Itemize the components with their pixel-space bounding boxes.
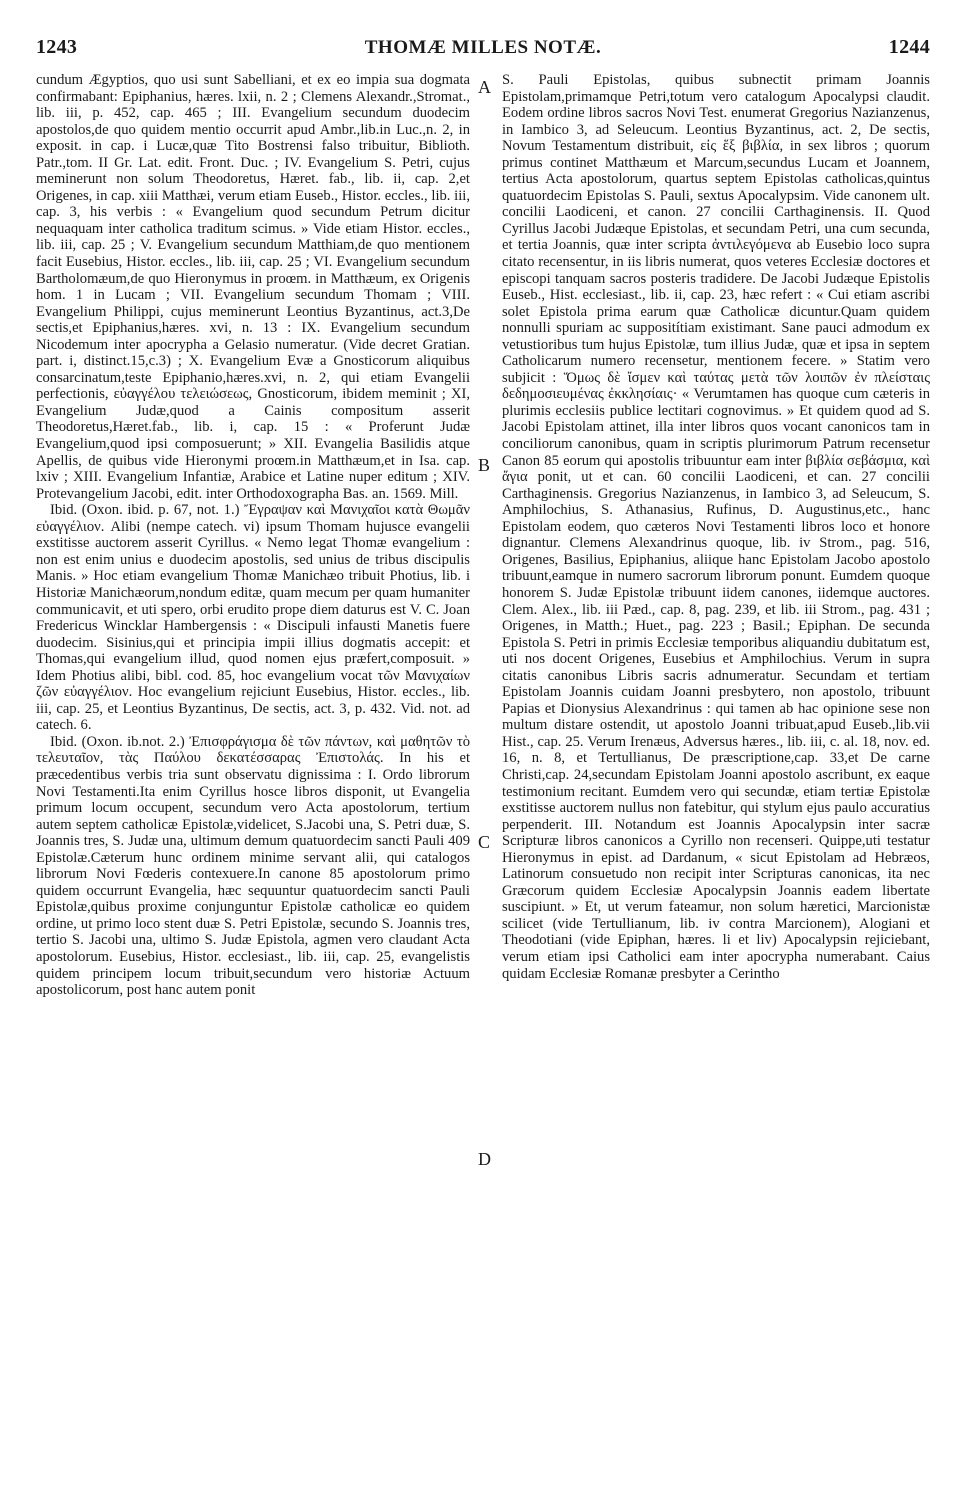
margin-marker-d: D: [478, 1149, 491, 1169]
paragraph: Ibid. (Oxon. ib.not. 2.) Ἐπισφράγισμα δὲ τῶν πάντων, καὶ μαθητῶν τὸ τελευταῖον, τὰς Παύλου δεκατέσσαρας Ἐπιστολάς. In his et præcedentibus verbis tria sunt observatu dignissima : I. Ordo librorum Novi Testamenti.Ita enim Cyrillus hosce libros disponit, ut Evangelia primum locum occupent, secundum vero Acta apostolorum, tertium autem septem catholicæ Epistolæ,videlicet, S.Jacobi una, S. Petri duæ, S. Joannis tres, S. Judæ una, ultimum demum quatuordecim sancti Pauli 409 Epistolæ.Cæterum hunc ordinem minime servant alii, qui catalogos librorum Novi Fœderis contexuere.In canone 85 apostolorum primo quidem occurrunt Evangelia, hæc sequuntur quatuordecim sancti Pauli Epistolæ,quibus proxime conjunguntur Epistolæ catholicæ eo quidem ordine, ut primo loco stent duæ S. Petri Epistolæ, secundo S. Joannis tres, tertio S. Jacobi una, ultimo S. Judæ Epistola, agmen vero claudant Acta apostolorum. Eusebius, Histor. ecclesiast., lib. iii, cap. 25, evangelistis quidem principem locum tribuit,secundum vero historiæ Actuum apostolicorum, post hanc autem ponit: [36, 733, 470, 999]
page-number-left: 1243: [36, 36, 78, 58]
paragraph: S. Pauli Epistolas, quibus subnectit primam Joannis Epistolam,primamque Petri,totum vero catalogum Apocalypsi claudit. Eodem ordine libros sacros Novi Test. enumerat Gregorius Nazianzenus, in Iambico 3, ad Seleucum. Leontius Byzantinus, act. 2, De sectis, Novum Testamentum distribuit, εἰς ἕξ βιβλία, in sex libros ; quorum primus continet Matthæum et Marcum,secundus Lucam et Joannem, tertius Acta apostolorum, quartus septem Epistolas catholicas,quintus quatuordecim Epistolas S. Pauli, sextus Apocalypsim. Vide canonem ult. concilii Laodiceni, et canon. 27 concilii Carthaginensis. II. Quod Cyrillus Jacobi Judæque Epistolas, et secundam Petri, una cum secunda, et tertia Joannis, quæ inter scripta ἀντιλεγόμενα ab Eusebio loco supra citato recensentur, in iis libris numerat, quos veteres Ecclesiæ doctores et episcopi tanquam sacros posteris tradidere. De Jacobi Judæque Epistolis Euseb., Hist. ecclesiast., lib. ii, cap. 23, hæc refert : « Cui etiam ascribi solet Epistola prima earum quæ Catholicæ dicuntur.Quam quidem nonnulli spuriam ac suppositítiam existimant. Sane pauci admodum ex vetustioribus tum hujus Epistolæ, tum illius Judæ, quæ et ipsa in septem Catholicarum numero recensetur, mentionem fecere. » Statim vero subjicit : Ὅμως δὲ ἴσμεν καὶ ταύτας μετὰ τῶν λοιπῶν ἐν πλείσταις δεδημοσιευμένας ἐκκλησίαις· « Verumtamen has quoque cum cæteris in plurimis ecclesiis publice lectitari cognovimus. » Et quidem quod ad S. Jacobi Epistolam attinet, illa inter libros quos vocant canonicos tam in conciliorum canonibus, quam in scriptis plurimorum Patrum recensetur Canon 85 eorum qui apostolis tribuuntur eam inter βιβλία σεβάσμια, καὶ ἅγια ponit, ut et can. 60 concilii Laodiceni, et can. 27 concilii Carthaginensis. Gregorius Nazianzenus, in Iambico 3, ad Seleucum, S. Amphilochius, S. Athanasius, Rufinus, D. Augustinus,etc., hanc Epistolam eodem, quo cæteros Novi Testamenti libros loco et honore dignantur. Clemens Alexandrinus quoque, lib. iv Strom., pag. 516, Origenes, Basilius, Epiphanius, aliique hanc Epistolam Jacobo apostolo tribuunt,eamque in numero sacrorum librorum ponunt. Eumdem quoque honorem S. Judæ Epistolæ tribuunt iidem canones, iidemque auctores. Clem. Alex., lib. iii Pæd., cap. 8, pag. 239, et lib. iii Strom., pag. 431 ; Origenes, in Matth.; Huet., pag. 223 ; Basil.; Epiphan. De secunda Epistola S. Petri in primis Ecclesiæ temporibus aliquandiu dubitatum est, uti nos docent Origenes, Eusebius et Amphilochius. Verum in supra citatis canonibus Libris sacris adnumeratur. Secundam et tertiam Epistolam Joannis cuidam Joanni presbytero, non apostolo, tribuunt Papias et Dionysius Alexandrinus : qui tamen ab hac opinione sese non multum distare ostendit, ut apostolo Joanni tribuat,apud Euseb.,lib.vii Hist., cap. 25. Verum Irenæus, Adversus hæres., lib. iii, c. al. 18, nov. ed. 16, n. 8, et Tertullianus, De præscriptione,cap. 33,et De carne Christi,cap. 24,secundam Epistolam Joanni apostolo ascribunt, ex eaque testimonium recitant. Eumdem vero qui secundæ, etiam tertiæ Epistolæ exstitisse auctorem nullus non fatebitur, qui stylum ejus paulo accuratius perpenderit. III. Notandum est Joannis Apocalypsin inter sacræ Scripturæ libros canonicos a Cyrillo non recenseri. Quippe,uti testatur Hieronymus in epist. ad Dardanum, « sicut Epistolam ad Hebræos, Latinorum consuetudo non recipit inter Scripturas canonicas, ita nec Græcorum quidem Ecclesiæ Apocalypsin Joannis eadem libertate suscipiunt. » Et, ut verum fateamur, non solum hæretici, Marcionistæ scilicet (vide Tertullianum, lib. iv contra Marcionem), Alogiani et Theodotiani (vide Epiphan, hæres. li et liv) Apocalypsin rejiciebant, verum etiam ipsi Catholici eam inter apocrypha numerabant. Caius quidam Ecclesiæ Romanæ presbyter a Cerintho: [502, 72, 930, 982]
margin-marker-b: B: [478, 455, 491, 475]
running-title: THOMÆ MILLES NOTÆ.: [364, 37, 602, 58]
paragraph: Ibid. (Oxon. ibid. p. 67, not. 1.) Ἔγραψαν καὶ Μανιχαῖοι κατὰ Θωμᾶν εὐαγγέλιον. Alibi (nempe catech. vi) ipsum Thomam hujusce evangelii exstitisse auctorem asserit Cyrillus. « Nemo legat Thomæ evangelium : non est enim unius e duodecim apostolis, sed unius de tribus discipulis Manis. » Hoc etiam evangelium Thomæ Manichæo tribuit Photius, lib. i Historiæ Manichæorum,nondum editæ, quam mecum per quam humaniter communicavit, et uti spero, orbi erudito prope diem daturus est V. C. Joan Fredericus Wincklar Hambergensis : « Discipuli infausti Manetis fuere duodecim. Sisinius,qui et principia impii illius dogmatis accepit: et Thomas,qui evangelium illud, quod nomen ejus præfert,composuit. » Idem Photius alibi, bibl. cod. 85, hoc evangelium vocat τῶν Μανιχαίων ζῶν εὐαγγέλιον. Hoc evangelium rejiciunt Eusebius, Histor. eccles., lib. iii, cap. 25, et Leontius Byzantinus, De sectis, act. 3, p. 432. Vid. not. ad catech. 6.: [36, 502, 470, 734]
right-column: [502, 72, 930, 1492]
left-column: [36, 72, 470, 1492]
paragraph: cundum Ægyptios, quo usi sunt Sabelliani, et ex eo impia sua dogmata confirmabant: Epiphanius, hæres. lxii, n. 2 ; Clemens Alexandr.,Stromat., lib. iii, p. 452, cap. 465 ; III. Evangelium secundum duodecim apostolos,de quo quidem mentio occurrit apud Ambr.,lib.in Luc.,n. 2, in exposit. in cap. i Lucæ,quæ Tito Bostrensi falso tribuitur, Biblioth. Patr.,tom. II Gr. Lat. edit. Front. Duc. ; IV. Evangelium S. Petri, cujus meminerunt non solum Theodoretus, Hæret. fab., lib. ii, cap. 2,et Origenes, in cap. xiii Matthæi, verum etiam Euseb., Histor. eccles., lib. iii, cap. 3, his verbis : « Evangelium quod secundum Petrum dicitur nequaquam inter catholica traditum scimus. » Vide etiam Histor. eccles., lib. iii, cap. 25 ; V. Evangelium secundum Matthiam,de quo mentionem facit Eusebius, Histor. eccles., lib. iii, cap. 25 ; VI. Evangelium secundum Bartholomæum,de quo Hieronymus in proœm. in Matthæum, ex Origenis hom. 1 in Lucam ; VII. Evangelium secundum Thomam ; VIII. Evangelium Philippi, cujus meminerunt Leontius Byzantinus, act.3,De sectis,et Epiphanius,hæres. xvi, n. 13 : IX. Evangelium secundum Nicodemum inter apocrypha a Gelasio numeratur. (Vide decret Gratian. part. i, distinct.15,c.3) ; X. Evangelium Evæ a Gnosticorum aliquibus consarcinatum,teste Epiphanio,hæres.xvi, n. 2, qui etiam Evangelii perfectionis, εὐαγγέλου τελειώσεως, Gnosticorum, ibidem meminit ; XI, Evangelium Judæ,quod a Cainis compositum asserit Theodoretus,Hæret.fab., lib. i, cap. 15 : « Proferunt Judæ Evangelium,quod ipsi composuerunt; » XII. Evangelia Basilidis atque Apellis, de quibus vide Hieronymi proœm.in Matthæum,et in Isa. cap. lxiv ; XIII. Evangelium Infantiæ, Arabice et Latine nuper editum ; XIV. Protevangelium Jacobi, edit. inter Orthodoxographa Bas. an. 1569. Mill.: [36, 72, 470, 502]
page-number-right: 1244: [888, 36, 930, 58]
margin-marker-c: C: [478, 832, 491, 852]
margin-marker-a: A: [478, 77, 491, 97]
running-header: [36, 36, 930, 58]
